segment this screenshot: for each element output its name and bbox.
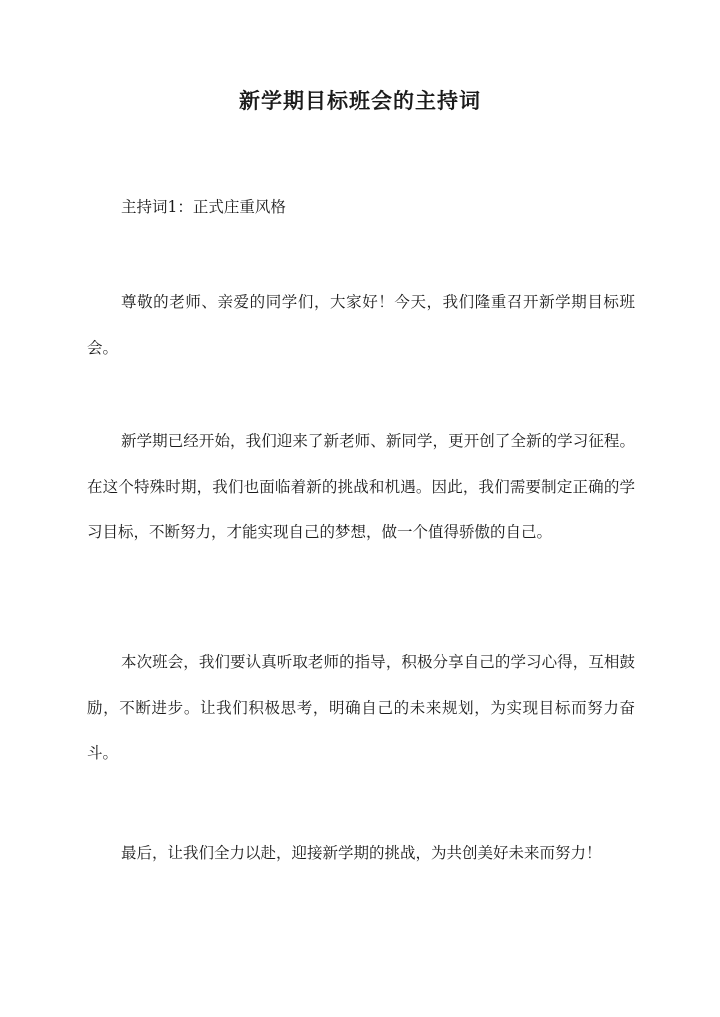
section-heading: 主持词1：正式庄重风格 <box>121 198 286 216</box>
paragraph-greeting: 尊敬的老师、亲爱的同学们，大家好！今天，我们隆重召开新学期目标班会。 <box>87 293 635 357</box>
document-title: 新学期目标班会的主持词 <box>239 88 481 113</box>
paragraph-meeting-purpose: 本次班会，我们要认真听取老师的指导，积极分享自己的学习心得，互相鼓励，不断进步。让我们积极思考，明确自己的未来规划，为实现目标而努力奋斗。 <box>87 653 635 762</box>
paragraph-closing: 最后，让我们全力以赴，迎接新学期的挑战，为共创美好未来而努力！ <box>121 844 602 862</box>
paragraph-new-semester: 新学期已经开始，我们迎来了新老师、新同学，更开创了全新的学习征程。在这个特殊时期，我们也面临着新的挑战和机遇。因此，我们需要制定正确的学习目标，不断努力，才能实现自己的梦想，做一个值得骄傲的自己。 <box>87 432 635 541</box>
